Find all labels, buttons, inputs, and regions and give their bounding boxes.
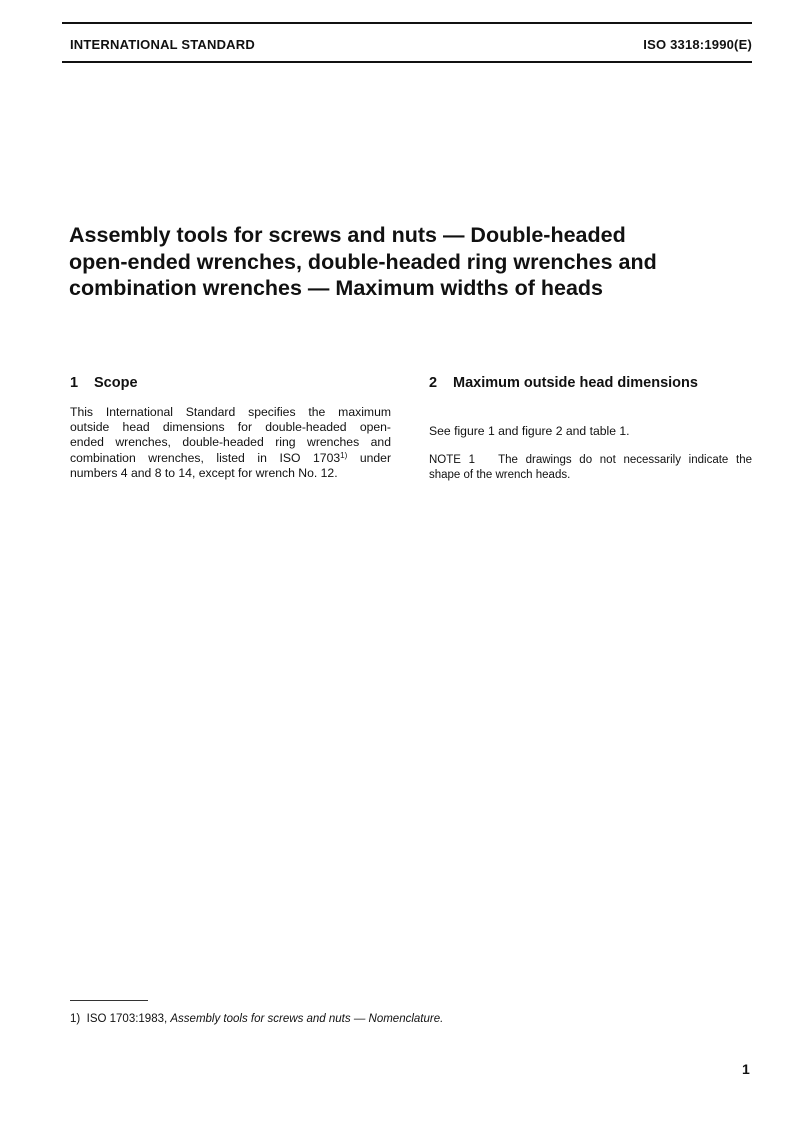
section-number: 1 (70, 375, 79, 391)
header-bottom-rule (62, 61, 752, 63)
text-segment: The drawings do not necessarily indicate the (498, 454, 752, 466)
scope-paragraph (70, 405, 391, 481)
note-1 (429, 453, 752, 482)
text-line: This International Standard specifies the maximum (70, 405, 391, 419)
header-right: ISO 3318:1990(E) (643, 37, 752, 52)
text-line: numbers 4 and 8 to 14, except for wrench No. 12. (70, 465, 338, 480)
title-line: Assembly tools for screws and nuts — Double-headed (69, 223, 626, 247)
document-title (69, 222, 749, 302)
footnote-ref-text: ISO 1703:1983, (86, 1013, 168, 1025)
text-segment: under (359, 450, 391, 465)
text-line: ended wrenches, double-headed ring wrenches and (70, 435, 391, 450)
title-line: combination wrenches — Maximum widths of heads (69, 276, 604, 300)
text-line (70, 451, 391, 466)
footnote-ref: 1) (340, 450, 348, 460)
section-heading-scope (70, 375, 138, 391)
page-number: 1 (742, 1061, 750, 1077)
text-line: outside head dimensions for double-headed open- (70, 420, 391, 435)
section-heading-dimensions (429, 375, 698, 391)
section-number: 2 (429, 375, 438, 391)
section-title: Maximum outside head dimensions (453, 375, 698, 391)
text-line: shape of the wrench heads. (429, 468, 571, 481)
note-label: NOTE 1 (429, 454, 476, 466)
section-title: Scope (94, 375, 138, 391)
dimensions-text: See figure 1 and figure 2 and table 1. (429, 424, 630, 438)
text-segment: combination wrenches, listed in ISO 1703 (70, 450, 341, 465)
footnote-title: Assembly tools for screws and nuts — Nomenclature. (170, 1013, 444, 1025)
title-line: open-ended wrenches, double-headed ring wrenches and (69, 249, 657, 274)
footnote (70, 1013, 443, 1025)
header-left: INTERNATIONAL STANDARD (70, 37, 255, 52)
footnote-marker: 1) (70, 1013, 81, 1025)
header-top-rule (62, 22, 752, 24)
footnote-rule (70, 1000, 148, 1001)
text-line (429, 453, 752, 468)
